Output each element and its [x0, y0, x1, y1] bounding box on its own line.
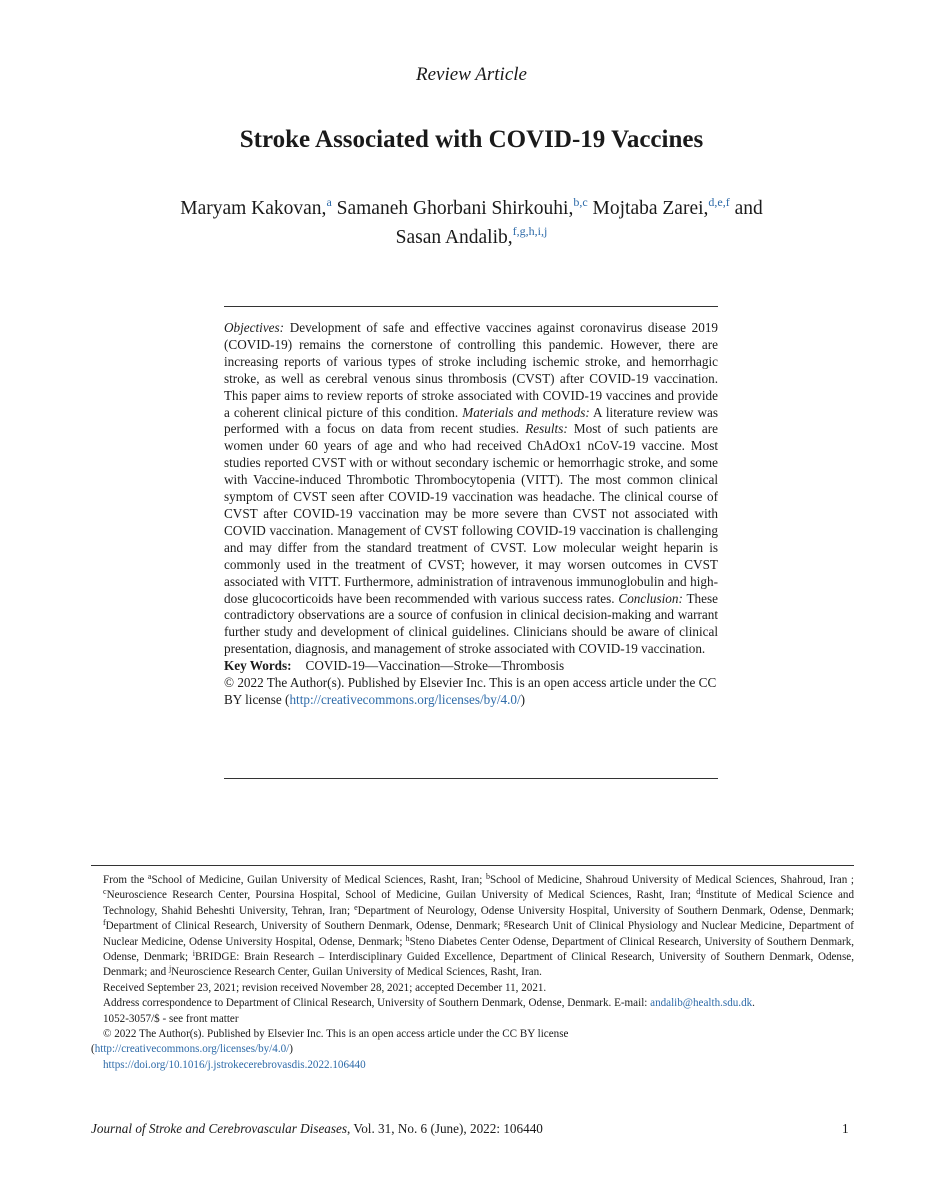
affiliation-marker: b [485, 872, 490, 881]
affiliation-text: Department of Neurology, Odense University Hospital, University of Southern Denmark, Odense, Denmark; [357, 904, 854, 917]
footnote-rule [91, 865, 854, 866]
affiliation-marker: f [103, 918, 106, 928]
affiliation-marker: i [192, 949, 195, 959]
author-name: Mojtaba Zarei, [592, 198, 709, 219]
received-dates: Received September 23, 2021; revision received November 28, 2021; accepted December 11, 2021. [103, 981, 547, 994]
affiliation-link[interactable]: d,e,f [708, 195, 730, 209]
affiliation-text: Neuroscience Research Center, Guilan University of Medical Sciences, Rasht, Iran. [171, 966, 542, 979]
correspondence-end: . [752, 997, 755, 1010]
affiliation-text: School of Medicine, Guilan University of Medical Sciences, Rasht, Iran; [151, 874, 486, 886]
page-number: 1 [842, 1121, 849, 1136]
footnote-copyright: © 2022 The Author(s). Published by Elsevier Inc. This is an open access article under the CC BY license [103, 1028, 569, 1041]
article-type: Review Article [416, 64, 527, 85]
keywords-label: Key Words: [224, 658, 292, 674]
affiliation-link[interactable]: f,g,h,i,j [512, 224, 548, 238]
results-label: Results: [525, 421, 568, 437]
affiliation-marker: a [147, 872, 152, 881]
affiliation-marker: e [354, 902, 358, 912]
affiliation-text: Institute of Medical Science and Technology, Shahid Beheshti University, Tehran, Iran; [103, 889, 854, 917]
license-open: ( [91, 1043, 95, 1056]
keywords-text: COVID-19—Vaccination—Stroke—Thrombosis [305, 658, 565, 674]
keywords [224, 658, 718, 675]
abstract-bottom-rule [224, 778, 718, 779]
footnotes [91, 873, 854, 1073]
affiliation-text: Steno Diabetes Center Odense, Department of Clinical Research, University of Southern Denmark, Odense, Denmark; [103, 935, 855, 964]
citation-details: , Vol. 31, No. 6 (June), 2022: 106440 [347, 1121, 543, 1136]
issn: 1052-3057/$ - see front matter [103, 1012, 239, 1025]
affiliation-text: Neuroscience Research Center, Poursina Hospital, School of Medicine, Guilan University of Medical Sciences, Rasht, Iran; [106, 889, 697, 902]
affiliation-link[interactable]: b,c [573, 195, 588, 209]
affiliation-marker: c [103, 887, 107, 897]
methods-text: A literature review was performed with a focus on data from recent studies. [224, 404, 718, 437]
copyright-text: © 2022 The Author(s). Published by Elsevier Inc. This is an open access article under the CC BY license ( [224, 675, 717, 707]
email-link[interactable]: andalib@health.sdu.dk [650, 997, 753, 1010]
page-title: Stroke Associated with COVID-19 Vaccines [239, 126, 704, 153]
affiliation-text: School of Medicine, Shahroud University of Medical Sciences, Shahroud, Iran ; [489, 874, 854, 886]
methods-label: Materials and methods: [462, 404, 590, 420]
affiliation-marker: g [504, 918, 509, 928]
author-joiner: and [734, 198, 763, 219]
abstract [224, 320, 718, 709]
journal-name: Journal of Stroke and Cerebrovascular Diseases [91, 1121, 348, 1136]
affiliations [91, 873, 854, 981]
affiliation-text: Research Unit of Clinical Physiology and Nuclear Medicine, Department of Nuclear Medicine, Odense University Hospital, Odense, Denmark; [103, 920, 854, 948]
license-close: ) [289, 1043, 293, 1056]
objectives-text: Development of safe and effective vaccines against coronavirus disease 2019 (COVID-19) remains the cornerstone of controlling this pandemic. However, there are increasing reports of various types of stroke including ischemic stroke, and hemorrhagic stroke, as well as cerebral venous sinus thrombosis (CVST) after COVID-19 vaccination. This paper aims to review reports of stroke associated with COVID-19 vaccines and provide a coherent clinical picture of this condition. [224, 320, 719, 420]
author-name: Samaneh Ghorbani Shirkouhi, [336, 198, 574, 219]
doi-link[interactable]: https://doi.org/10.1016/j.jstrokecerebrovasdis.2022.106440 [103, 1058, 366, 1071]
author-list [0, 194, 943, 252]
author-name: Sasan Andalib, [395, 227, 513, 248]
correspondence-text: Address correspondence to Department of Clinical Research, University of Southern Denmark, Odense, Denmark. E-mail: [103, 997, 651, 1010]
affiliation-marker: j [168, 964, 172, 974]
journal-citation [91, 1121, 543, 1137]
abstract-top-rule [224, 306, 718, 307]
affiliation-marker: d [696, 887, 701, 897]
affiliation-text: Department of Clinical Research, University of Southern Denmark, Odense, Denmark; [105, 920, 505, 933]
license-link[interactable]: http://creativecommons.org/licenses/by/4.0/ [289, 691, 521, 707]
conclusion-label: Conclusion: [618, 590, 683, 606]
doi [91, 1058, 854, 1073]
objectives-label: Objectives: [224, 320, 285, 335]
conclusion-text: These contradictory observations are a source of confusion in clinical decision-making and warrant further study and development of clinical guidelines. Clinicians should be aware of clinical presentation, diagnosis, and management of stroke associated with COVID-19 vaccination. [224, 590, 718, 657]
license-link[interactable]: http://creativecommons.org/licenses/by/4.0/ [94, 1043, 290, 1056]
footnote-license [91, 1042, 854, 1057]
affiliations-prefix: From the [103, 874, 148, 886]
author-name: Maryam Kakovan, [180, 198, 327, 219]
affiliation-link[interactable]: a [326, 195, 332, 209]
correspondence [91, 996, 854, 1011]
affiliation-marker: h [405, 933, 410, 943]
copyright-close: ) [520, 691, 526, 707]
results-text: Most of such patients are women under 60 years of age and who had received ChAdOx1 nCoV-19 vaccine. Most studies reported CVST with or without secondary ischemic or hemorrhagic stroke, and some with Vaccine-induced Thrombotic Thrombocytopenia (VITT). The most common clinical symptom of CVST seen after COVID-19 vaccination was headache. The clinical course of CVST after COVID-19 vaccination may be more severe than CVST not associated with COVID vaccination. Management of CVST following COVID-19 vaccination is challenging and may differ from the standard treatment of CVST. Low molecular weight heparin is commonly used in the treatment of CVST; however, it may worsen outcomes in CVST associated with VITT. Furthermore, administration of intravenous immunoglobulin and high-dose glucocorticoids have been recommended with various success rates. [224, 421, 718, 606]
affiliation-text: BRIDGE: Brain Research – Interdisciplinary Guided Excellence, Department of Clinical Research, University of Southern Denmark, Odense, Denmark; and [103, 951, 854, 979]
abstract-copyright [224, 675, 718, 709]
